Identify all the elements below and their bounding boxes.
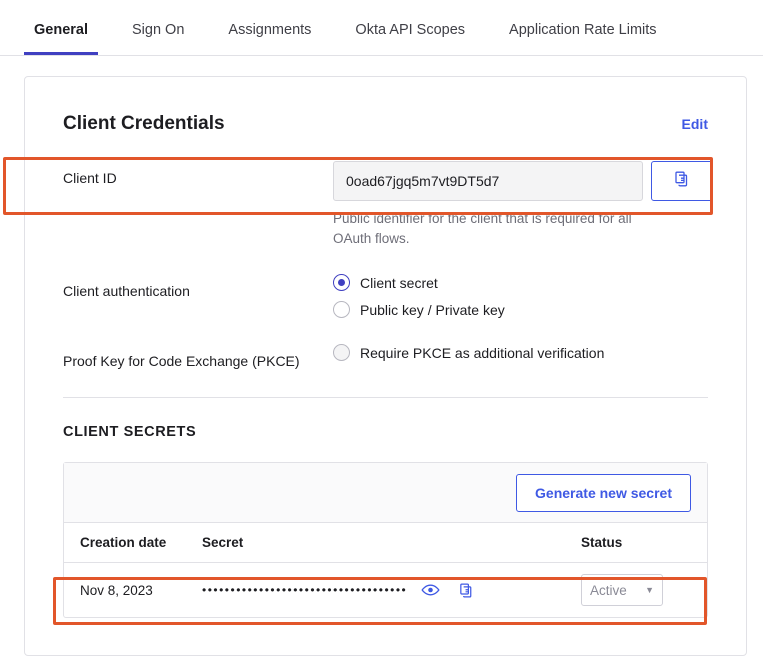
pkce-option[interactable]	[333, 344, 708, 361]
column-header-creation-date: Creation date	[80, 535, 167, 551]
secrets-toolbar	[64, 463, 707, 523]
page-title: Client Credentials	[63, 113, 225, 134]
radio-option-public-private-key[interactable]	[333, 301, 708, 318]
status-value: Active	[590, 582, 627, 598]
pkce-checkbox[interactable]	[333, 344, 350, 361]
edit-button[interactable]: Edit	[681, 116, 708, 132]
client-authentication-row	[63, 274, 708, 318]
pkce-row	[63, 344, 708, 369]
radio-client-secret[interactable]	[333, 274, 350, 291]
column-header-status: Status	[581, 535, 623, 551]
copy-icon	[673, 170, 691, 193]
section-divider	[63, 397, 708, 398]
tab-assignments[interactable]: Assignments	[228, 22, 312, 38]
status-dropdown[interactable]	[581, 574, 663, 606]
tab-general[interactable]: General	[24, 22, 98, 55]
table-header-row	[64, 523, 707, 563]
radio-option-client-secret[interactable]	[333, 274, 708, 291]
tab-bar	[0, 0, 763, 56]
radio-public-private-key-label: Public key / Private key	[360, 301, 505, 318]
column-header-secret: Secret	[202, 535, 244, 551]
client-id-input[interactable]	[333, 161, 643, 201]
pkce-label: Proof Key for Code Exchange (PKCE)	[63, 353, 300, 370]
radio-client-secret-label: Client secret	[360, 274, 438, 291]
tab-sign-on[interactable]: Sign On	[132, 22, 185, 38]
chevron-down-icon: ▼	[645, 585, 654, 596]
radio-public-private-key[interactable]	[333, 301, 350, 318]
copy-client-id-button[interactable]	[651, 161, 713, 201]
client-secrets-title: CLIENT SECRETS	[63, 424, 197, 441]
card-header	[63, 77, 708, 135]
generate-new-secret-button[interactable]: Generate new secret	[516, 474, 691, 512]
tab-application-rate-limits[interactable]: Application Rate Limits	[509, 22, 657, 38]
cell-creation-date: Nov 8, 2023	[80, 582, 153, 598]
table-row	[64, 563, 707, 617]
client-secrets-table	[63, 462, 708, 618]
eye-icon[interactable]	[421, 583, 440, 597]
client-id-helper-text: Public identifier for the client that is required for all OAuth flows.	[333, 211, 632, 246]
client-id-row	[63, 161, 708, 248]
client-authentication-label: Client authentication	[63, 283, 190, 300]
pkce-option-label: Require PKCE as additional verification	[360, 344, 605, 361]
client-id-label: Client ID	[63, 170, 117, 186]
tab-okta-api-scopes[interactable]: Okta API Scopes	[355, 22, 466, 38]
cell-secret-masked: ••••••••••••••••••••••••••••••••••••	[202, 583, 408, 598]
copy-icon[interactable]	[458, 582, 475, 599]
client-credentials-card	[24, 76, 747, 656]
